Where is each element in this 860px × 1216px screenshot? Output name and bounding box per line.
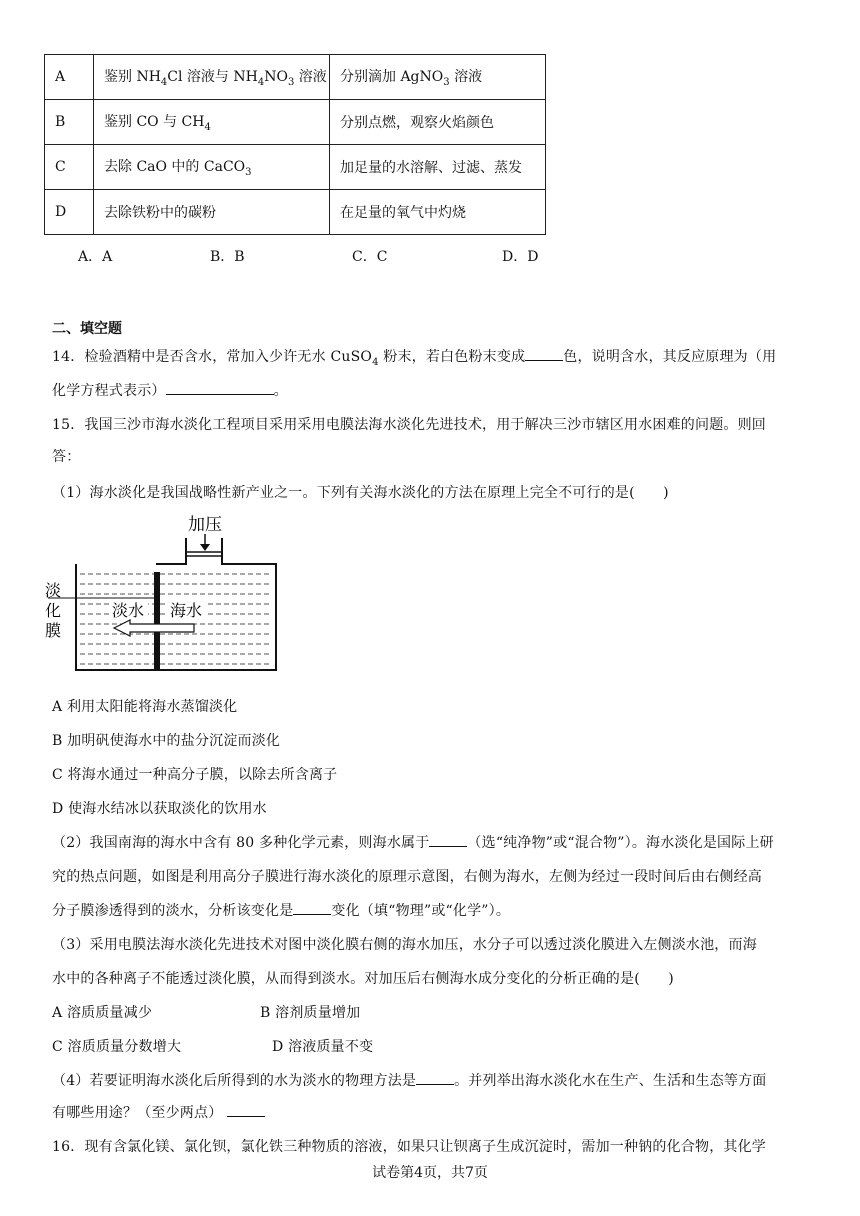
q15-part2-line3: 分子膜渗透得到的淡水，分析该变化是 变化（填“物理”或“化学”）。	[52, 900, 510, 920]
table-row	[45, 190, 546, 235]
q15-part2-line1: （2）我国南海的海水中含有 80 多种化学元素，则海水属于 （选“纯净物”或“混合物”）。海水淡化是国际上研	[52, 832, 774, 852]
options-table	[44, 54, 546, 235]
choice-b[interactable]: B．B	[210, 249, 245, 265]
q16-line1: 16．现有含氯化镁、氯化钡，氯化铁三种物质的溶液，如果只让钡离子生成沉淀时，需加一种钠的化合物，其化学	[52, 1139, 767, 1155]
row-method: 在足量的氧气中灼烧	[330, 190, 546, 235]
row-letter: B	[45, 100, 94, 145]
answer-choices	[78, 246, 538, 266]
option-a: A 利用太阳能将海水蒸馏淡化	[52, 699, 238, 715]
option-c: C 将海水通过一种高分子膜，以除去所含离子	[52, 767, 338, 783]
row-method: 加足量的水溶解、过滤、蒸发	[330, 145, 546, 190]
row-method: 分别滴加 AgNO$_3$ 溶液	[330, 55, 546, 100]
answer-blank[interactable]	[293, 900, 331, 915]
option-d: D 使海水结冰以获取淡化的饮用水	[52, 801, 267, 817]
row-letter: C	[45, 145, 94, 190]
fresh-water-label: 淡水	[112, 601, 145, 620]
q14-line2: 化学方程式表示） 。	[52, 380, 288, 400]
pressure-label: 加压	[188, 515, 222, 535]
q15-line2: 答：	[52, 449, 81, 465]
sea-water-label: 海水	[170, 601, 203, 620]
membrane-bar	[154, 572, 160, 670]
answer-blank[interactable]	[227, 1102, 265, 1117]
answer-blank[interactable]	[416, 1070, 454, 1085]
row-task: 去除铁粉中的碳粉	[94, 190, 330, 235]
row-task: 鉴别 $NH_4Cl$ 溶液与 $NH_4NO_3$ 溶液	[94, 55, 330, 100]
option-b: B 加明矾使海水中的盐分沉淀而淡化	[52, 733, 281, 749]
q15-part3-options-2: C 溶质质量分数增大 D 溶液质量不变	[52, 1039, 374, 1055]
q15-line1: 15．我国三沙市海水淡化工程项目采用采用电膜法海水淡化先进技术，用于解决三沙市辖区用水困难的问题。则回	[52, 417, 767, 433]
table-row	[45, 145, 546, 190]
choice-c[interactable]: C．C	[352, 249, 388, 265]
answer-blank[interactable]	[429, 832, 467, 847]
row-letter: A	[45, 55, 94, 100]
answer-blank[interactable]	[166, 380, 274, 395]
choice-a[interactable]: A．A	[78, 249, 113, 265]
q15-part3-line2: 水中的各种离子不能透过淡化膜，从而得到淡水。对加压后右侧海水成分变化的分析正确的是( )	[52, 971, 674, 987]
q15-part3-line1: （3）采用电膜法海水淡化先进技术对图中淡化膜右侧的海水加压，水分子可以透过淡化膜进入左侧淡水池，而海	[52, 937, 757, 953]
q14-line1: 14．检验酒精中是否含水，常加入少许无水 CuSO$_4$ 粉末，若白色粉末变成 色，说明含水，其反应原理为（用	[52, 346, 776, 368]
row-task: 去除 CaO 中的 CaCO$_3$	[94, 145, 330, 190]
desalination-diagram	[42, 510, 288, 682]
row-letter: D	[45, 190, 94, 235]
row-method: 分别点燃，观察火焰颜色	[330, 100, 546, 145]
q15-part1: （1）海水淡化是我国战略性新产业之一。下列有关海水淡化的方法在原理上完全不可行的是( )	[52, 485, 669, 501]
q15-part4-line1: （4）若要证明海水淡化后所得到的水为淡水的物理方法是 。并列举出海水淡化水在生产、生活和生态等方面	[52, 1070, 767, 1090]
membrane-label: 淡化膜	[42, 582, 62, 642]
choice-d[interactable]: D．D	[502, 249, 539, 265]
answer-blank[interactable]	[525, 346, 563, 361]
table-row	[45, 100, 546, 145]
row-task: 鉴别 CO 与 $CH_4$	[94, 100, 330, 145]
page-footer: 试卷第4页，共7页	[372, 1165, 488, 1181]
q15-part2-line2: 究的热点问题，如图是利用高分子膜进行海水淡化的原理示意图，右侧为海水，左侧为经过一段时间后由右侧经高	[52, 869, 762, 885]
q15-part3-options-1: A 溶质质量减少 B 溶剂质量增加	[52, 1005, 361, 1021]
q15-part4-line2: 有哪些用途？（至少两点）	[52, 1102, 265, 1122]
section-heading: 二、填空题	[52, 321, 122, 337]
table-row	[45, 55, 546, 100]
